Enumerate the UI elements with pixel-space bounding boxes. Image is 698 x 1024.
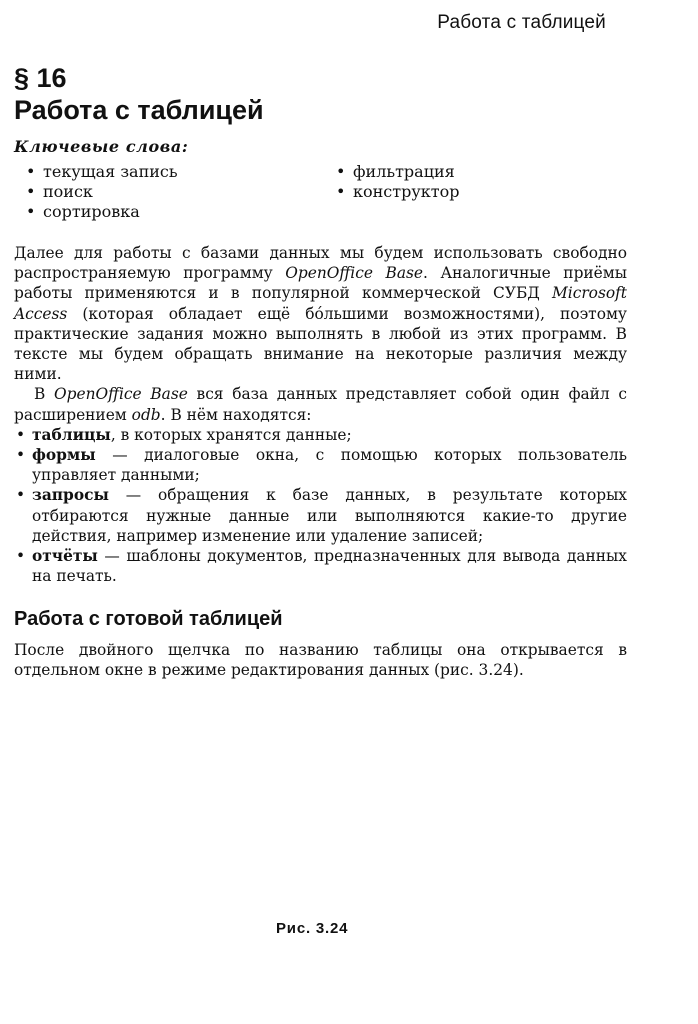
bullet-icon: • [26, 182, 36, 201]
bullet-icon: • [16, 547, 26, 566]
text-run: . В нём находятся: [160, 405, 312, 424]
list-item [14, 445, 627, 485]
figure-caption: Рис. 3.24 [276, 920, 349, 937]
term-description: — шаблоны документов, предназначенных для вывода данных на печать. [32, 547, 627, 586]
list-item [14, 425, 627, 445]
keyword-item [24, 162, 334, 182]
keyword-text: поиск [43, 182, 93, 201]
keywords-right-column [334, 162, 460, 222]
keyword-text: фильтрация [353, 162, 455, 181]
term: формы [32, 446, 96, 465]
app-name: Microsoft Access [14, 284, 627, 323]
term-description: , в которых хранятся данные; [110, 425, 352, 444]
keyword-item [24, 182, 334, 202]
body-text [14, 243, 627, 586]
bullet-icon: • [16, 486, 26, 505]
term: запросы [32, 486, 109, 505]
keyword-item [334, 182, 460, 202]
running-head: Работа с таблицей [437, 12, 606, 33]
text-run: В [34, 385, 54, 404]
bullet-icon: • [26, 202, 36, 221]
term-description: — обращения к базе данных, в результате которых отбираются нужные данные или выполняются какие-то другие действия, например изменение или удаление записей; [32, 486, 627, 545]
paragraph-intro [14, 243, 627, 384]
keyword-item [334, 162, 460, 182]
keywords-box [14, 137, 654, 222]
bullet-icon: • [336, 162, 346, 181]
bullet-icon: • [16, 425, 26, 444]
section-text [14, 640, 627, 680]
list-item [14, 485, 627, 546]
text-run: Далее для работы с базами данных мы будем использовать свободно распространяемую программу [14, 244, 627, 283]
section-heading: Работа с готовой таблицей [14, 608, 283, 630]
term-description: — диалоговые окна, с помощью которых пользователь управляет данными; [32, 446, 627, 485]
database-objects-list [14, 425, 627, 587]
text-run: (которая обладает ещё бóльшими возможностями), поэтому практические задания можно выполнять в любой из этих программ. В тексте мы будем обращать внимание на некоторые различия между ними. [14, 304, 627, 384]
keyword-text: сортировка [43, 202, 140, 221]
chapter-title: Работа с таблицей [14, 95, 264, 125]
paragraph-contents [14, 384, 627, 424]
app-name: OpenOffice Base [54, 385, 188, 404]
list-item [14, 546, 627, 586]
term: отчёты [32, 547, 98, 566]
bullet-icon: • [336, 182, 346, 201]
file-extension: odb [131, 405, 161, 424]
text-run: вся база данных представляет собой один файл с расширением [14, 385, 627, 424]
section-paragraph: После двойного щелчка по названию таблицы она открывается в отдельном окне в режиме редактирования данных (рис. 3.24). [14, 641, 627, 680]
text-run: . Аналогичные приёмы работы применяются и в популярной коммерческой СУБД [14, 264, 628, 303]
keywords-left-column [24, 162, 334, 222]
keyword-text: текущая запись [43, 162, 178, 181]
keyword-item [24, 202, 334, 222]
keywords-columns [14, 162, 654, 222]
chapter-header [14, 62, 654, 126]
chapter-number: § 16 [14, 63, 67, 93]
bullet-icon: • [26, 162, 36, 181]
keywords-heading: Ключевые слова: [14, 137, 189, 156]
bullet-icon: • [16, 446, 26, 465]
keyword-text: конструктор [353, 182, 460, 201]
term: таблицы [32, 425, 111, 444]
app-name: OpenOffice Base [285, 264, 424, 283]
